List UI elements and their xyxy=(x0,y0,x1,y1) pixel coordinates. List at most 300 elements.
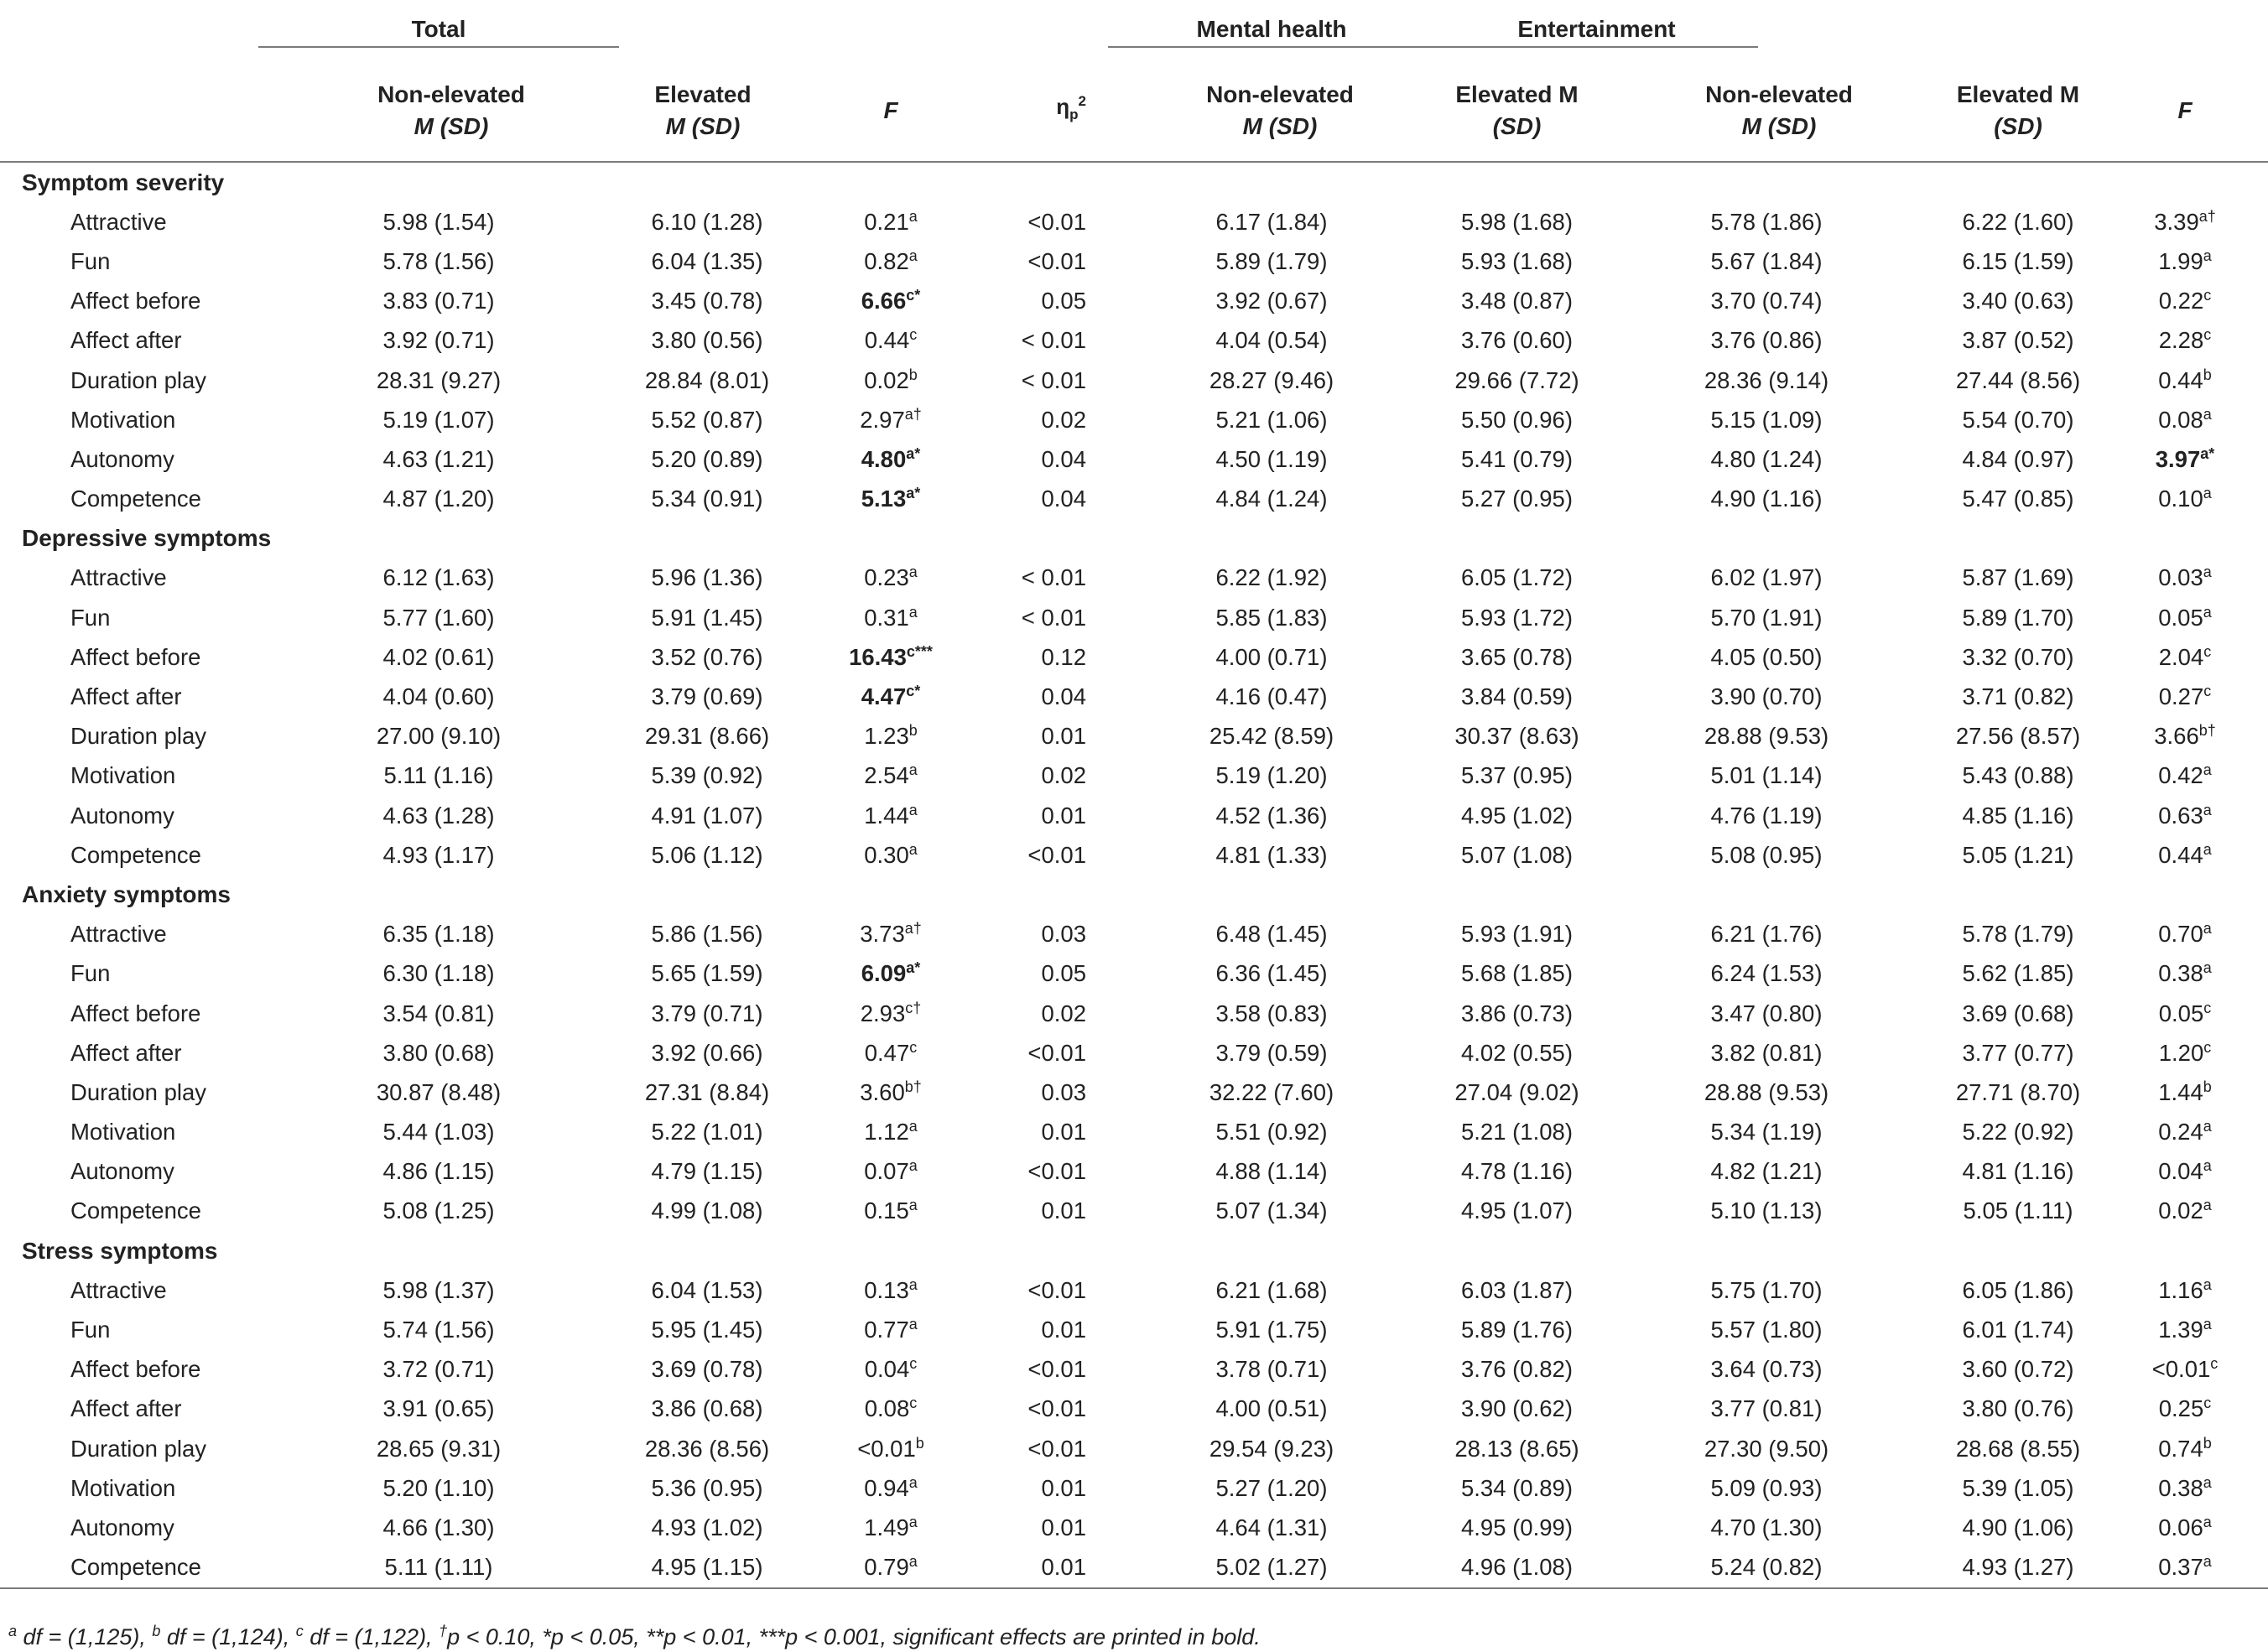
table-body xyxy=(0,162,2268,1588)
cell-ent-nonelevated: 6.24 (1.53) xyxy=(1710,960,1823,987)
table-row xyxy=(0,1033,2268,1073)
table-footnote xyxy=(8,1624,1261,1650)
cell-mh-nonelevated: 4.88 (1.14) xyxy=(1215,1158,1328,1185)
cell-ent-f xyxy=(2102,1310,2268,1349)
col-ent-elevated xyxy=(1934,60,2102,162)
cell-total-nonelevated: 5.11 (1.11) xyxy=(258,1548,619,1588)
cell-ent-nonelevated: 28.88 (9.53) xyxy=(1704,723,1829,750)
cell-ent-f-value: 0.37 xyxy=(2158,1554,2203,1581)
cell-total-f-superscript: c xyxy=(909,1038,918,1056)
cell-mh-nonelevated: 5.19 (1.20) xyxy=(1215,762,1328,789)
cell-total-nonelevated: 3.91 (0.65) xyxy=(382,1395,495,1422)
cell-ent-f-superscript: c xyxy=(2203,1395,2212,1412)
cell-total-eta: 0.01 xyxy=(1041,802,1086,829)
cell-total-f-superscript: c* xyxy=(906,683,921,700)
eta-symbol: $\eta_p^2$ xyxy=(1056,92,1086,123)
cell-ent-f xyxy=(2102,835,2268,875)
cell-ent-nonelevated: 28.36 (9.14) xyxy=(1704,366,1829,393)
cell-mh-elevated: 3.86 (0.73) xyxy=(1460,1000,1573,1026)
cell-total-f xyxy=(795,439,986,479)
cell-mh-nonelevated: 4.64 (1.31) xyxy=(1215,1514,1328,1540)
row-label: Motivation xyxy=(70,1119,176,1145)
cell-mh-nonelevated: 6.48 (1.45) xyxy=(1215,921,1328,948)
cell-total-f-value: 0.30 xyxy=(864,841,909,868)
table-row xyxy=(0,1350,2268,1390)
cell-total-f-superscript: b xyxy=(908,366,918,383)
row-label: Autonomy xyxy=(70,1158,174,1185)
section-title: Stress symptoms xyxy=(22,1237,218,1264)
row-label: Duration play xyxy=(70,1435,207,1462)
cell-ent-f-value: 0.38 xyxy=(2158,1474,2203,1501)
cell-total-eta: <0.01 xyxy=(1027,1158,1086,1185)
row-label: Fun xyxy=(70,1317,111,1343)
cell-mh-nonelevated: 3.78 (0.71) xyxy=(1215,1356,1328,1383)
cell-total-nonelevated: 28.31 (9.27) xyxy=(376,366,502,393)
cell-total-elevated: 3.79 (0.71) xyxy=(651,1000,763,1026)
cell-total-eta: <0.01 xyxy=(1027,1276,1086,1303)
cell-ent-nonelevated: 5.78 (1.86) xyxy=(1710,208,1823,235)
cell-total-f xyxy=(795,1468,986,1508)
cell-ent-elevated: 3.87 (0.52) xyxy=(1962,327,2074,354)
cell-total-f-value: 1.23 xyxy=(864,723,909,750)
cell-ent-elevated: 3.80 (0.76) xyxy=(1962,1395,2074,1422)
cell-ent-f xyxy=(2102,915,2268,954)
cell-ent-f-value: 3.66 xyxy=(2154,723,2199,750)
cell-mh-elevated: 3.76 (0.60) xyxy=(1460,327,1573,354)
cell-ent-f-value: 2.04 xyxy=(2158,643,2204,670)
cell-total-f-superscript: a xyxy=(908,1316,918,1333)
cell-total-f-value: 0.08 xyxy=(864,1395,910,1422)
cell-ent-f xyxy=(2102,1152,2268,1192)
cell-total-eta: <0.01 xyxy=(1027,1435,1086,1462)
cell-mh-elevated: 6.03 (1.87) xyxy=(1460,1276,1573,1303)
table-row xyxy=(0,400,2268,439)
cell-ent-f xyxy=(2102,796,2268,835)
cell-mh-nonelevated: 4.04 (0.54) xyxy=(1215,327,1328,354)
cell-total-elevated: 4.95 (1.15) xyxy=(619,1548,795,1588)
cell-total-f-superscript: a xyxy=(908,1275,918,1293)
cell-mh-nonelevated: 28.27 (9.46) xyxy=(1209,366,1334,393)
cell-ent-elevated: 4.90 (1.06) xyxy=(1962,1514,2074,1540)
cell-mh-elevated: 5.93 (1.68) xyxy=(1460,247,1573,274)
cell-mh-nonelevated: 6.36 (1.45) xyxy=(1215,960,1328,987)
cell-mh-nonelevated: 32.22 (7.60) xyxy=(1209,1078,1334,1105)
table-row xyxy=(0,480,2268,519)
cell-ent-elevated: 4.81 (1.16) xyxy=(1962,1158,2074,1185)
cell-total-eta: 0.01 xyxy=(1041,1514,1086,1540)
cell-ent-f-value: 3.39 xyxy=(2154,208,2199,235)
cell-total-elevated: 5.34 (0.91) xyxy=(651,486,763,512)
cell-ent-f-value: 1.99 xyxy=(2158,247,2203,274)
cell-total-f-value: 6.66 xyxy=(861,288,907,314)
cell-mh-elevated: 5.21 (1.08) xyxy=(1460,1119,1573,1145)
cell-ent-f-value: 1.39 xyxy=(2158,1317,2203,1343)
group-mental-health xyxy=(1108,0,1435,60)
cell-total-elevated: 28.84 (8.01) xyxy=(644,366,770,393)
cell-total-f-superscript: a xyxy=(908,1513,918,1530)
cell-total-nonelevated: 4.87 (1.20) xyxy=(382,486,495,512)
cell-ent-nonelevated: 3.64 (0.73) xyxy=(1710,1356,1823,1383)
row-label: Duration play xyxy=(70,723,207,750)
cell-ent-f-value: 0.04 xyxy=(2158,1158,2203,1185)
cell-ent-nonelevated: 3.90 (0.70) xyxy=(1710,683,1823,710)
cell-ent-f-superscript: a xyxy=(2203,485,2212,502)
cell-total-f xyxy=(795,1033,986,1073)
cell-total-f xyxy=(795,1350,986,1390)
cell-total-eta: 0.01 xyxy=(1041,723,1086,750)
cell-ent-f-value: 0.08 xyxy=(2158,406,2203,433)
cell-total-nonelevated: 5.19 (1.07) xyxy=(382,406,495,433)
cell-total-f-superscript: a xyxy=(908,801,918,818)
cell-ent-elevated: 3.77 (0.77) xyxy=(1962,1039,2074,1066)
cell-total-eta: 0.12 xyxy=(1041,643,1086,670)
cell-total-f-superscript: a† xyxy=(904,920,922,938)
cell-total-eta: <0.01 xyxy=(1027,1395,1086,1422)
col-ent-elevated-line2: (SD) xyxy=(1994,113,2042,139)
cell-total-f xyxy=(795,558,986,598)
cell-total-elevated: 4.79 (1.15) xyxy=(651,1158,763,1185)
cell-mh-nonelevated: 4.52 (1.36) xyxy=(1215,802,1328,829)
cell-mh-nonelevated: 29.54 (9.23) xyxy=(1209,1435,1334,1462)
row-label: Affect after xyxy=(70,1395,182,1422)
cell-ent-elevated: 3.40 (0.63) xyxy=(1962,288,2074,314)
cell-mh-nonelevated: 6.22 (1.92) xyxy=(1215,564,1328,591)
cell-ent-f xyxy=(2102,1390,2268,1429)
cell-total-eta: 0.01 xyxy=(1041,1317,1086,1343)
cell-total-f xyxy=(795,1073,986,1112)
cell-total-f-superscript: a xyxy=(908,1473,918,1491)
cell-total-f xyxy=(795,796,986,835)
cell-ent-elevated: 5.78 (1.79) xyxy=(1962,921,2074,948)
cell-total-nonelevated: 5.98 (1.54) xyxy=(382,208,495,235)
cell-mh-nonelevated: 3.92 (0.67) xyxy=(1215,288,1328,314)
cell-ent-f-value: 0.74 xyxy=(2158,1435,2203,1462)
cell-ent-f-value: 3.97 xyxy=(2155,445,2201,472)
cell-ent-f-superscript: a xyxy=(2203,405,2212,423)
cell-total-elevated: 5.06 (1.12) xyxy=(651,841,763,868)
cell-ent-f-superscript: c xyxy=(2203,1038,2212,1056)
cell-ent-nonelevated: 3.76 (0.86) xyxy=(1710,327,1823,354)
cell-ent-nonelevated: 4.80 (1.24) xyxy=(1710,445,1823,472)
cell-ent-f-superscript: a xyxy=(2203,247,2212,264)
cell-mh-elevated: 4.95 (1.02) xyxy=(1460,802,1573,829)
table-row xyxy=(0,637,2268,677)
cell-ent-f-superscript: a xyxy=(2203,840,2212,858)
cell-mh-elevated: 5.41 (0.79) xyxy=(1460,445,1573,472)
group-spacer-2 xyxy=(1758,0,2268,60)
table-row xyxy=(0,1152,2268,1192)
section-header-row xyxy=(0,519,2268,558)
cell-ent-nonelevated: 5.34 (1.19) xyxy=(1710,1119,1823,1145)
cell-ent-f xyxy=(2102,480,2268,519)
cell-ent-elevated: 6.01 (1.74) xyxy=(1962,1317,2074,1343)
cell-ent-f-superscript: c xyxy=(2203,642,2212,660)
cell-total-f-value: 5.13 xyxy=(861,486,907,512)
cell-ent-elevated: 5.05 (1.11) xyxy=(1963,1197,2073,1224)
cell-ent-elevated: 5.22 (0.92) xyxy=(1962,1119,2074,1145)
col-mh-nonelevated-line1: Non-elevated xyxy=(1206,81,1354,107)
cell-mh-nonelevated: 4.50 (1.19) xyxy=(1215,445,1328,472)
cell-total-f-superscript: a xyxy=(908,840,918,858)
cell-total-f-value: 0.47 xyxy=(864,1039,910,1066)
table-row xyxy=(0,1310,2268,1349)
col-total-elevated-line2: M (SD) xyxy=(665,113,741,139)
cell-ent-nonelevated: 3.77 (0.81) xyxy=(1710,1395,1823,1422)
section-title: Anxiety symptoms xyxy=(22,881,231,907)
col-variable xyxy=(0,60,258,162)
cell-total-f-value: 4.47 xyxy=(861,683,907,710)
cell-mh-nonelevated: 5.02 (1.27) xyxy=(1108,1548,1435,1588)
cell-total-nonelevated: 27.00 (9.10) xyxy=(376,723,502,750)
group-header-row xyxy=(0,0,2268,60)
table-row xyxy=(0,1429,2268,1468)
cell-ent-f-superscript: a xyxy=(2203,603,2212,621)
cell-ent-f-value: 0.05 xyxy=(2158,1000,2204,1026)
cell-ent-nonelevated: 4.90 (1.16) xyxy=(1710,486,1823,512)
table-row xyxy=(0,282,2268,321)
col-total-f: F xyxy=(795,60,986,162)
table-row xyxy=(0,1113,2268,1152)
row-label: Duration play xyxy=(70,366,207,393)
cell-total-elevated: 29.31 (8.66) xyxy=(644,723,770,750)
cell-ent-f-value: 1.20 xyxy=(2158,1039,2204,1066)
cell-total-f-value: 0.21 xyxy=(864,208,909,235)
table-row xyxy=(0,242,2268,281)
cell-mh-nonelevated: 6.21 (1.68) xyxy=(1215,1276,1328,1303)
cell-mh-elevated: 5.34 (0.89) xyxy=(1460,1474,1573,1501)
cell-total-nonelevated: 4.86 (1.15) xyxy=(382,1158,495,1185)
cell-mh-nonelevated: 25.42 (8.59) xyxy=(1209,723,1334,750)
row-label: Attractive xyxy=(70,1276,167,1303)
cell-total-nonelevated: 5.74 (1.56) xyxy=(382,1317,495,1343)
table-row xyxy=(0,994,2268,1033)
group-entertainment xyxy=(1435,0,1758,60)
cell-total-f xyxy=(795,954,986,994)
cell-ent-f-value: 0.02 xyxy=(2158,1197,2203,1224)
col-ent-nonelevated xyxy=(1599,60,1934,162)
row-label: Affect before xyxy=(70,1000,201,1026)
cell-ent-f xyxy=(2102,1429,2268,1468)
cell-ent-nonelevated: 5.09 (0.93) xyxy=(1710,1474,1823,1501)
cell-ent-f xyxy=(2102,1468,2268,1508)
cell-total-f xyxy=(795,756,986,796)
cell-total-f xyxy=(795,677,986,716)
col-total-elevated xyxy=(619,60,795,162)
cell-mh-nonelevated: 4.16 (0.47) xyxy=(1215,683,1328,710)
footnote-b-text: df = (1,124), xyxy=(160,1624,296,1649)
cell-total-elevated: 6.04 (1.53) xyxy=(651,1276,763,1303)
table-row xyxy=(0,1508,2268,1547)
section-title: Symptom severity xyxy=(22,169,225,195)
cell-ent-nonelevated: 5.67 (1.84) xyxy=(1710,247,1823,274)
cell-ent-f-superscript: a xyxy=(2203,1275,2212,1293)
cell-total-f xyxy=(795,282,986,321)
cell-ent-nonelevated: 4.05 (0.50) xyxy=(1710,643,1823,670)
cell-total-nonelevated: 30.87 (8.48) xyxy=(376,1078,502,1105)
table-row xyxy=(0,598,2268,637)
cell-ent-elevated: 4.93 (1.27) xyxy=(1934,1548,2102,1588)
cell-ent-f-superscript: b xyxy=(2203,1434,2212,1452)
cell-ent-nonelevated: 4.82 (1.21) xyxy=(1710,1158,1823,1185)
cell-mh-elevated: 3.84 (0.59) xyxy=(1460,683,1573,710)
cell-ent-f-value: 0.44 xyxy=(2158,366,2203,393)
cell-ent-f-superscript: b xyxy=(2203,366,2212,383)
cell-ent-elevated: 27.71 (8.70) xyxy=(1955,1078,2081,1105)
cell-total-f-value: 0.13 xyxy=(864,1276,909,1303)
cell-total-f xyxy=(795,202,986,242)
cell-total-nonelevated: 3.83 (0.71) xyxy=(382,288,495,314)
section-header-row xyxy=(0,875,2268,914)
cell-ent-elevated: 5.54 (0.70) xyxy=(1962,406,2074,433)
cell-ent-f-value: 0.06 xyxy=(2158,1514,2203,1540)
cell-total-eta: 0.01 xyxy=(1041,1119,1086,1145)
table-row xyxy=(0,954,2268,994)
cell-total-elevated: 5.65 (1.59) xyxy=(651,960,763,987)
cell-ent-nonelevated: 4.76 (1.19) xyxy=(1710,802,1823,829)
cell-mh-elevated: 4.95 (0.99) xyxy=(1460,1514,1573,1540)
cell-total-f xyxy=(795,1152,986,1192)
row-label: Competence xyxy=(70,841,201,868)
cell-total-f xyxy=(795,915,986,954)
cell-ent-f-value: 0.44 xyxy=(2158,841,2203,868)
cell-ent-nonelevated: 5.24 (0.82) xyxy=(1599,1548,1934,1588)
cell-mh-elevated: 3.48 (0.87) xyxy=(1460,288,1573,314)
cell-ent-elevated: 4.84 (0.97) xyxy=(1962,445,2074,472)
cell-mh-elevated: 4.02 (0.55) xyxy=(1460,1039,1573,1066)
cell-total-f-value: 2.54 xyxy=(864,762,909,789)
cell-total-nonelevated: 3.92 (0.71) xyxy=(382,327,495,354)
cell-ent-nonelevated: 3.82 (0.81) xyxy=(1710,1039,1823,1066)
cell-mh-elevated: 30.37 (8.63) xyxy=(1454,723,1579,750)
group-total-label: Total xyxy=(411,16,466,42)
cell-total-eta: 0.01 xyxy=(1041,1474,1086,1501)
cell-ent-f-superscript: a xyxy=(2203,1157,2212,1175)
cell-ent-elevated: 3.71 (0.82) xyxy=(1962,683,2074,710)
cell-ent-f-value: 0.10 xyxy=(2158,486,2203,512)
cell-total-nonelevated: 6.35 (1.18) xyxy=(382,921,495,948)
row-label: Attractive xyxy=(70,208,167,235)
cell-total-f-value: 0.94 xyxy=(864,1474,909,1501)
col-mh-nonelevated xyxy=(1108,60,1435,162)
cell-ent-elevated: 3.60 (0.72) xyxy=(1962,1356,2074,1383)
cell-ent-f xyxy=(2102,321,2268,361)
cell-total-f-superscript: c xyxy=(909,1355,918,1373)
cell-ent-f-value: 1.44 xyxy=(2158,1078,2203,1105)
table-row xyxy=(0,1390,2268,1429)
row-label: Affect before xyxy=(70,288,201,314)
cell-total-eta: < 0.01 xyxy=(1021,327,1086,354)
cell-total-nonelevated: 4.63 (1.21) xyxy=(382,445,495,472)
cell-ent-f-superscript: b† xyxy=(2198,722,2216,740)
cell-total-eta: 0.05 xyxy=(1041,960,1086,987)
cell-total-f-value: 3.73 xyxy=(860,921,905,948)
cell-ent-f-value: 0.05 xyxy=(2158,604,2203,631)
cell-total-f-superscript: a xyxy=(908,207,918,225)
cell-total-f-value: 1.12 xyxy=(864,1119,909,1145)
cell-mh-nonelevated: 5.27 (1.20) xyxy=(1215,1474,1328,1501)
cell-ent-nonelevated: 3.47 (0.80) xyxy=(1710,1000,1823,1026)
cell-total-f xyxy=(795,598,986,637)
cell-ent-f xyxy=(2102,756,2268,796)
cell-total-f xyxy=(795,1310,986,1349)
cell-total-f-superscript: a xyxy=(908,1157,918,1175)
cell-total-f xyxy=(795,1113,986,1152)
cell-ent-elevated: 5.39 (1.05) xyxy=(1962,1474,2074,1501)
cell-ent-elevated: 27.44 (8.56) xyxy=(1955,366,2081,393)
row-label: Autonomy xyxy=(70,802,174,829)
cell-total-nonelevated: 4.04 (0.60) xyxy=(382,683,495,710)
table-row xyxy=(0,677,2268,716)
col-ent-elevated-line1: Elevated M xyxy=(1956,81,2080,107)
cell-total-f-value: 3.60 xyxy=(860,1078,905,1105)
cell-ent-f-value: 0.42 xyxy=(2158,762,2203,789)
cell-ent-elevated: 3.69 (0.68) xyxy=(1962,1000,2074,1026)
cell-total-f-superscript: c xyxy=(909,1395,918,1412)
row-label: Attractive xyxy=(70,921,167,948)
cell-total-f xyxy=(795,1270,986,1310)
cell-total-eta: <0.01 xyxy=(1027,841,1086,868)
row-label: Affect after xyxy=(70,1039,182,1066)
cell-ent-f xyxy=(2102,202,2268,242)
cell-total-f-value: 4.80 xyxy=(861,445,907,472)
cell-ent-f xyxy=(2102,558,2268,598)
col-mh-nonelevated-line2: M (SD) xyxy=(1242,113,1318,139)
cell-total-f-superscript: a xyxy=(908,247,918,264)
cell-total-elevated: 4.99 (1.08) xyxy=(651,1197,763,1224)
cell-total-elevated: 4.93 (1.02) xyxy=(651,1514,763,1540)
cell-mh-nonelevated: 5.85 (1.83) xyxy=(1215,604,1328,631)
cell-ent-nonelevated: 5.08 (0.95) xyxy=(1710,841,1823,868)
cell-total-f-superscript: a xyxy=(908,564,918,581)
cell-total-eta: <0.01 xyxy=(1027,1356,1086,1383)
cell-mh-nonelevated: 5.91 (1.75) xyxy=(1215,1317,1328,1343)
cell-total-f-superscript: c† xyxy=(905,999,922,1016)
col-total-elevated-line1: Elevated xyxy=(654,81,752,107)
column-header-row xyxy=(0,60,2268,162)
cell-total-elevated: 5.36 (0.95) xyxy=(651,1474,763,1501)
cell-ent-f xyxy=(2102,1350,2268,1390)
cell-total-f-superscript: a* xyxy=(906,444,921,462)
cell-total-elevated: 5.96 (1.36) xyxy=(651,564,763,591)
cell-total-elevated: 27.31 (8.84) xyxy=(644,1078,770,1105)
cell-mh-elevated: 5.68 (1.85) xyxy=(1460,960,1573,987)
cell-ent-elevated: 6.05 (1.86) xyxy=(1962,1276,2074,1303)
col-mh-elevated-line2: (SD) xyxy=(1492,113,1542,139)
cell-total-elevated: 5.39 (0.92) xyxy=(651,762,763,789)
cell-ent-f-superscript: a xyxy=(2203,1513,2212,1530)
cell-ent-f xyxy=(2102,1113,2268,1152)
row-label: Fun xyxy=(70,960,111,987)
cell-ent-nonelevated: 5.70 (1.91) xyxy=(1710,604,1823,631)
table-row xyxy=(0,796,2268,835)
cell-ent-f xyxy=(2102,1508,2268,1547)
cell-ent-nonelevated: 5.01 (1.14) xyxy=(1710,762,1823,789)
cell-ent-f xyxy=(2102,637,2268,677)
col-mh-elevated-line1: Elevated M xyxy=(1455,81,1579,107)
cell-ent-f-superscript: c xyxy=(2203,326,2212,344)
table-row xyxy=(0,1073,2268,1112)
cell-mh-elevated: 6.05 (1.72) xyxy=(1460,564,1573,591)
cell-total-nonelevated: 28.65 (9.31) xyxy=(376,1435,502,1462)
header-spacer xyxy=(0,0,258,60)
cell-mh-nonelevated: 4.00 (0.71) xyxy=(1215,643,1328,670)
table-row xyxy=(0,756,2268,796)
cell-total-f-value: 0.07 xyxy=(864,1158,909,1185)
cell-mh-elevated: 3.65 (0.78) xyxy=(1460,643,1573,670)
cell-ent-f xyxy=(2102,598,2268,637)
table-row xyxy=(0,1468,2268,1508)
cell-total-f-value: <0.01 xyxy=(857,1435,916,1462)
